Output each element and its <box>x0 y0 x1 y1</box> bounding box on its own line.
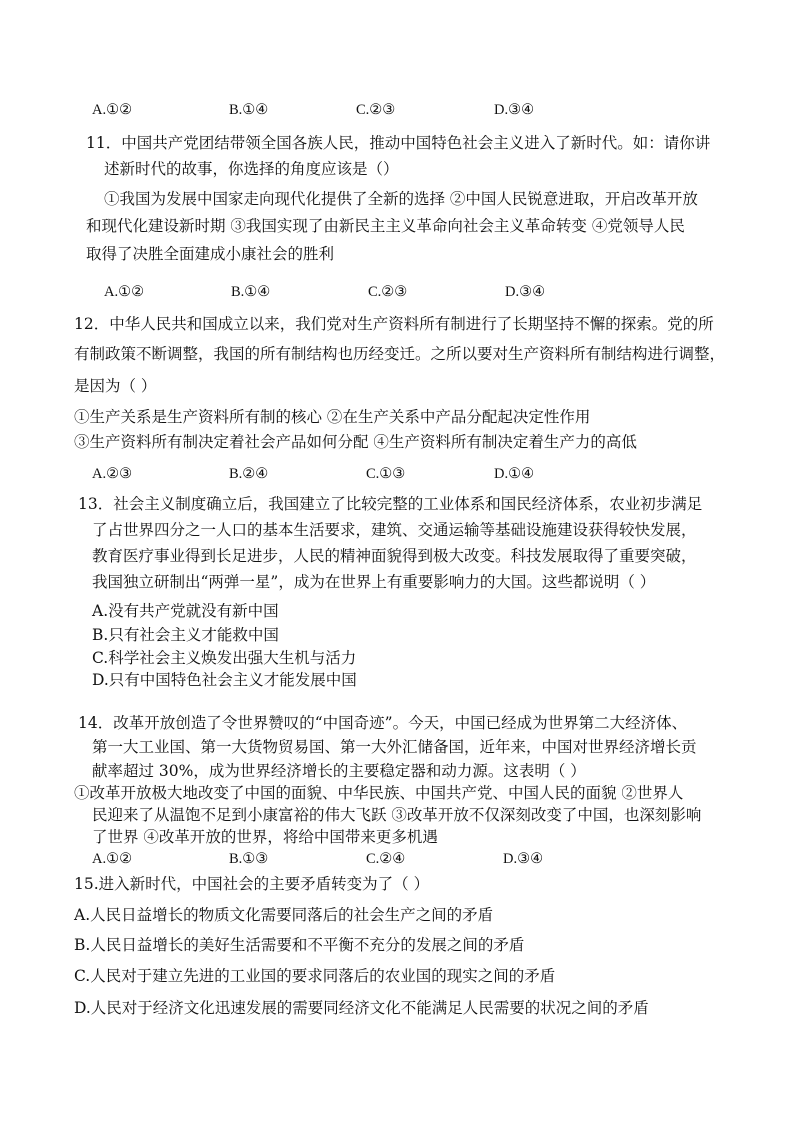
question-stem: 献率超过 30%，成为世界经济增长的主要稳定器和动力源。这表明（ ） <box>92 762 586 780</box>
option-b: B.①④ <box>231 284 271 300</box>
option-c: C.②③ <box>368 284 408 300</box>
question-stem: 15.进入新时代，中国社会的主要矛盾转变为了（ ） <box>74 875 430 893</box>
question-stem: 11．中国共产党团结带领全国各族人民，推动中国特色社会主义进入了新时代。如：请你讲 <box>86 134 711 152</box>
option-c: C.人民对于建立先进的工业国的要求同落后的农业国的现实之间的矛盾 <box>74 967 556 985</box>
option-b: B.①③ <box>229 851 269 867</box>
option-a: A.②③ <box>92 466 133 482</box>
option-a: A.①② <box>104 284 145 300</box>
statement-line: 了世界 ④改革开放的世界，将给中国带来更多机遇 <box>92 828 438 846</box>
option-b: B.人民日益增长的美好生活需要和不平衡不充分的发展之间的矛盾 <box>74 936 525 954</box>
question-stem: 第一大工业国、第一大货物贸易国、第一大外汇储备国，近年来，中国对世界经济增长贡 <box>92 738 697 756</box>
option-c: C.②③ <box>356 102 396 118</box>
option-d: D.③④ <box>503 851 544 867</box>
option-c: C.科学社会主义焕发出强大生机与活力 <box>92 649 357 667</box>
statement-line: 和现代化建设新时期 ③我国实现了由新民主主义革命向社会主义革命转变 ④党领导人民 <box>86 217 685 235</box>
statement-line: ③生产资料所有制决定着社会产品如何分配 ④生产资料所有制决定着生产力的高低 <box>74 433 637 451</box>
option-a: A.人民日益增长的物质文化需要同落后的社会生产之间的矛盾 <box>74 906 494 924</box>
option-b: B.①④ <box>229 102 269 118</box>
statement-line: ①生产关系是生产资料所有制的核心 ②在生产关系中产品分配起决定性作用 <box>74 408 591 426</box>
option-d: D.人民对于经济文化迅速发展的需要同经济文化不能满足人民需要的状况之间的矛盾 <box>74 999 649 1017</box>
question-stem: 了占世界四分之一人口的基本生活要求，建筑、交通运输等基础设施建设获得较快发展， <box>92 521 697 539</box>
question-stem: 我国独立研制出“两弹一星”，成为在世界上有重要影响力的大国。这些都说明（ ） <box>92 573 656 591</box>
statement-line: ①改革开放极大地改变了中国的面貌、中华民族、中国共产党、中国人民的面貌 ②世界人 <box>74 784 684 802</box>
question-stem: 是因为（ ） <box>74 377 157 395</box>
question-stem: 12．中华人民共和国成立以来，我们党对生产资料所有制进行了长期坚持不懈的探索。党的所 <box>74 315 714 333</box>
option-d: D.③④ <box>505 284 546 300</box>
option-c: C.①③ <box>366 466 406 482</box>
option-c: C.②④ <box>366 851 406 867</box>
option-b: B.只有社会主义才能救中国 <box>92 626 279 644</box>
option-b: B.②④ <box>229 466 269 482</box>
statement-line: 取得了决胜全面建成小康社会的胜利 <box>86 245 335 263</box>
option-d: D.①④ <box>494 466 535 482</box>
option-d: D.只有中国特色社会主义才能发展中国 <box>92 671 357 689</box>
statement-line: 民迎来了从温饱不足到小康富裕的伟大飞跃 ③改革开放不仅深刻改变了中国，也深刻影响 <box>92 806 702 824</box>
option-a: A.①② <box>92 851 133 867</box>
option-d: D.③④ <box>494 102 535 118</box>
question-stem: 有制政策不断调整，我国的所有制结构也历经变迁。之所以要对生产资料所有制结构进行调整， <box>74 345 726 363</box>
option-a: A.没有共产党就没有新中国 <box>92 602 279 620</box>
question-stem: 教育医疗事业得到长足进步，人民的精神面貌得到极大改变。科技发展取得了重要突破， <box>92 547 697 565</box>
question-stem: 13．社会主义制度确立后，我国建立了比较完整的工业体系和国民经济体系，农业初步满足 <box>78 495 703 513</box>
statement-line: ①我国为发展中国家走向现代化提供了全新的选择 ②中国人民锐意进取，开启改革开放 <box>104 190 698 208</box>
question-stem: 14．改革开放创造了令世界赞叹的“中国奇迹”。今天，中国已经成为世界第二大经济体、 <box>78 714 688 732</box>
question-stem: 述新时代的故事，你选择的角度应该是（） <box>104 160 399 178</box>
option-a: A.①② <box>92 102 133 118</box>
